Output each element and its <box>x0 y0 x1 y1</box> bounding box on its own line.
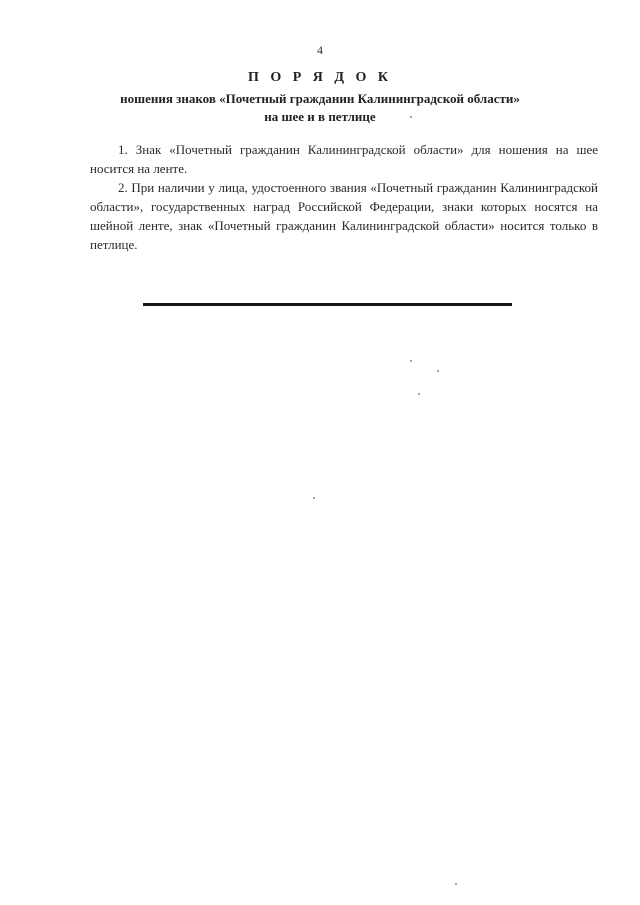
scan-speck <box>410 116 412 118</box>
scan-speck <box>437 370 439 372</box>
document-subtitle-line-1: ношения знаков «Почетный гражданин Калининградской области» <box>120 91 520 106</box>
scan-speck <box>418 393 420 395</box>
page-number: 4 <box>317 43 323 57</box>
paragraph-2: 2. При наличии у лица, удостоенного звания «Почетный гражданин Калининградской области», государственных наград Российской Федерации, знаки которых носятся на шейной ленте, знак «Почетный гражданин Калининградской области» носится только в петлице. <box>90 180 598 252</box>
closing-rule-line <box>143 303 512 306</box>
document-subtitle-line-2: на шее и в петлице <box>264 109 376 124</box>
paragraph-1: 1. Знак «Почетный гражданин Калининградской области» для ношения на шее носится на ленте. <box>90 142 598 176</box>
scan-speck <box>455 883 457 885</box>
scan-speck <box>313 497 315 499</box>
scan-speck <box>410 360 412 362</box>
document-title: П О Р Я Д О К <box>247 70 393 85</box>
document-body <box>90 140 598 254</box>
